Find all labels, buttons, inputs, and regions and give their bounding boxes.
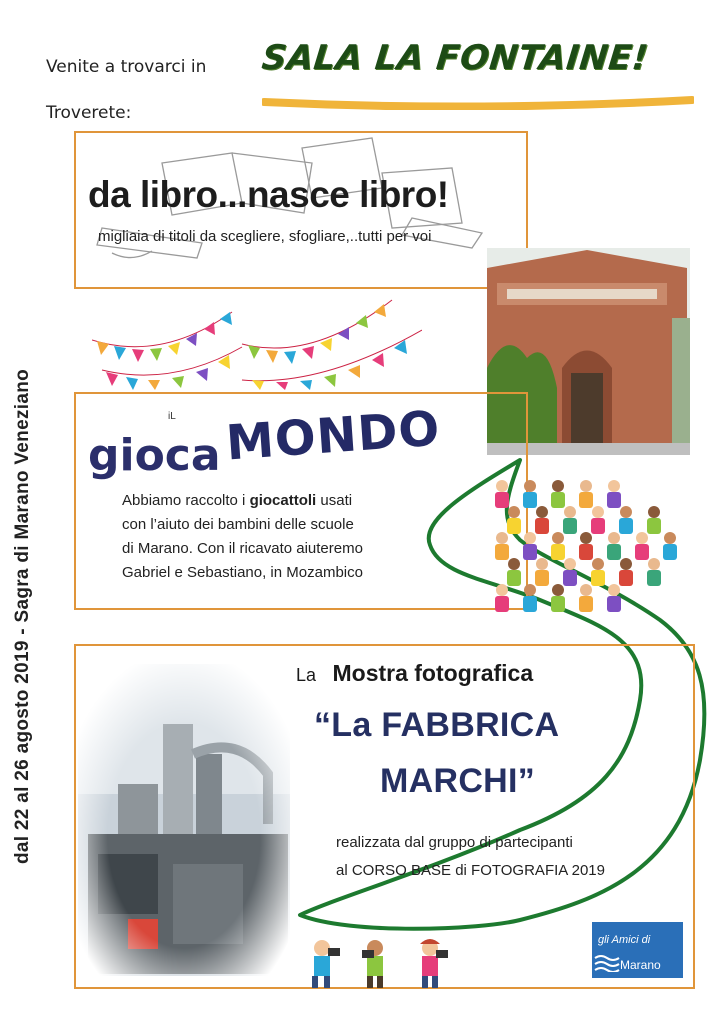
crowd-person-head bbox=[648, 506, 660, 518]
desc-post-text: usati bbox=[316, 492, 353, 509]
libro-subtitle: migliaia di titoli da scegliere, sfogliare,..tutti per voi bbox=[98, 228, 432, 245]
crowd-person-body bbox=[495, 596, 509, 612]
crowd-person-head bbox=[580, 584, 592, 596]
crowd-person-body bbox=[607, 544, 621, 560]
crowd-person-head bbox=[564, 558, 576, 570]
bunting-flags-icon bbox=[92, 292, 422, 390]
crowd-person-body bbox=[551, 596, 565, 612]
desc-pre-text: Abbiamo raccolto i bbox=[122, 492, 250, 509]
crowd-person-head bbox=[496, 532, 508, 544]
crowd-person-body bbox=[523, 544, 537, 560]
crowd-person-head bbox=[608, 532, 620, 544]
crowd-person-body bbox=[619, 570, 633, 586]
crowd-person-head bbox=[496, 480, 508, 492]
crowd-person-head bbox=[620, 558, 632, 570]
headline-underline bbox=[262, 96, 694, 110]
crowd-person-body bbox=[647, 518, 661, 534]
crowd-of-people-icon bbox=[484, 470, 704, 620]
crowd-person-head bbox=[564, 506, 576, 518]
crowd-person-body bbox=[535, 570, 549, 586]
crowd-person-body bbox=[579, 544, 593, 560]
mostra-credit-line-2: al CORSO BASE di FOTOGRAFIA 2019 bbox=[336, 862, 605, 879]
logo-top-text: gli Amici di bbox=[598, 934, 651, 946]
crowd-person-head bbox=[664, 532, 676, 544]
mostra-heading bbox=[296, 660, 533, 687]
crowd-person-body bbox=[495, 544, 509, 560]
crowd-person-body bbox=[619, 518, 633, 534]
giocamondo-description bbox=[122, 489, 412, 585]
crowd-person-head bbox=[524, 532, 536, 544]
crowd-person-head bbox=[552, 532, 564, 544]
giocamondo-desc-line-1 bbox=[122, 489, 412, 513]
crowd-person-body bbox=[507, 518, 521, 534]
mostra-credit-line-1: realizzata dal gruppo di partecipanti bbox=[336, 834, 573, 851]
crowd-person-body bbox=[607, 596, 621, 612]
event-dates-vertical: dal 22 al 26 agosto 2019 - Sagra di Marano Veneziano bbox=[12, 368, 33, 864]
crowd-person-head bbox=[592, 558, 604, 570]
crowd-person-head bbox=[608, 480, 620, 492]
crowd-person-head bbox=[648, 558, 660, 570]
crowd-person-head bbox=[536, 506, 548, 518]
photographers-cartoon-icon bbox=[300, 934, 470, 990]
crowd-person-head bbox=[524, 480, 536, 492]
crowd-person-body bbox=[663, 544, 677, 560]
intro-line-2: Troverete: bbox=[46, 103, 132, 123]
crowd-person-body bbox=[551, 492, 565, 508]
wave-icon bbox=[594, 952, 620, 972]
mostra-title: Mostra fotografica bbox=[332, 660, 534, 686]
crowd-person-head bbox=[524, 584, 536, 596]
giocamondo-il-label: iL bbox=[168, 411, 176, 422]
crowd-person-head bbox=[580, 480, 592, 492]
intro-line-1: Venite a trovarci in bbox=[46, 57, 207, 77]
crowd-person-head bbox=[496, 584, 508, 596]
crowd-person-head bbox=[636, 532, 648, 544]
crowd-person-head bbox=[592, 506, 604, 518]
crowd-person-body bbox=[579, 492, 593, 508]
headline-sala-la-fontaine: SALA LA FONTAINE! bbox=[259, 38, 651, 78]
crowd-person-head bbox=[580, 532, 592, 544]
crowd-person-body bbox=[523, 596, 537, 612]
amici-di-marano-logo bbox=[592, 922, 683, 978]
desc-bold-toys: giocattoli bbox=[249, 492, 317, 509]
crowd-person-body bbox=[607, 492, 621, 508]
crowd-person-body bbox=[591, 518, 605, 534]
crowd-person-body bbox=[551, 544, 565, 560]
crowd-person-head bbox=[508, 558, 520, 570]
crowd-person-body bbox=[563, 518, 577, 534]
giocamondo-desc-line-3: di Marano. Con il ricavato aiuteremo bbox=[122, 540, 363, 557]
crowd-person-head bbox=[552, 584, 564, 596]
crowd-person-head bbox=[536, 558, 548, 570]
factory-photo-icon bbox=[78, 664, 290, 976]
giocamondo-mondo-word: MONDO bbox=[224, 400, 443, 472]
giocamondo-desc-line-4: Gabriel e Sebastiano, in Mozambico bbox=[122, 564, 363, 581]
fabbrica-title-line-1: “La FABBRICA bbox=[314, 706, 560, 744]
fabbrica-title-line-2: MARCHI” bbox=[380, 762, 536, 800]
crowd-person-head bbox=[508, 506, 520, 518]
giocamondo-desc-line-2: con l’aiuto dei bambini delle scuole bbox=[122, 516, 354, 533]
mostra-la: La bbox=[296, 665, 317, 685]
giocamondo-gioca-word: gioca bbox=[88, 430, 221, 481]
crowd-person-body bbox=[563, 570, 577, 586]
crowd-person-body bbox=[635, 544, 649, 560]
crowd-person-body bbox=[495, 492, 509, 508]
crowd-person-body bbox=[647, 570, 661, 586]
crowd-person-head bbox=[620, 506, 632, 518]
libro-title: da libro...nasce libro! bbox=[88, 174, 449, 215]
crowd-person-body bbox=[535, 518, 549, 534]
crowd-person-head bbox=[608, 584, 620, 596]
crowd-person-body bbox=[579, 596, 593, 612]
crowd-person-body bbox=[507, 570, 521, 586]
crowd-person-body bbox=[591, 570, 605, 586]
logo-bottom-text: Marano bbox=[620, 958, 661, 972]
crowd-person-body bbox=[523, 492, 537, 508]
crowd-person-head bbox=[552, 480, 564, 492]
